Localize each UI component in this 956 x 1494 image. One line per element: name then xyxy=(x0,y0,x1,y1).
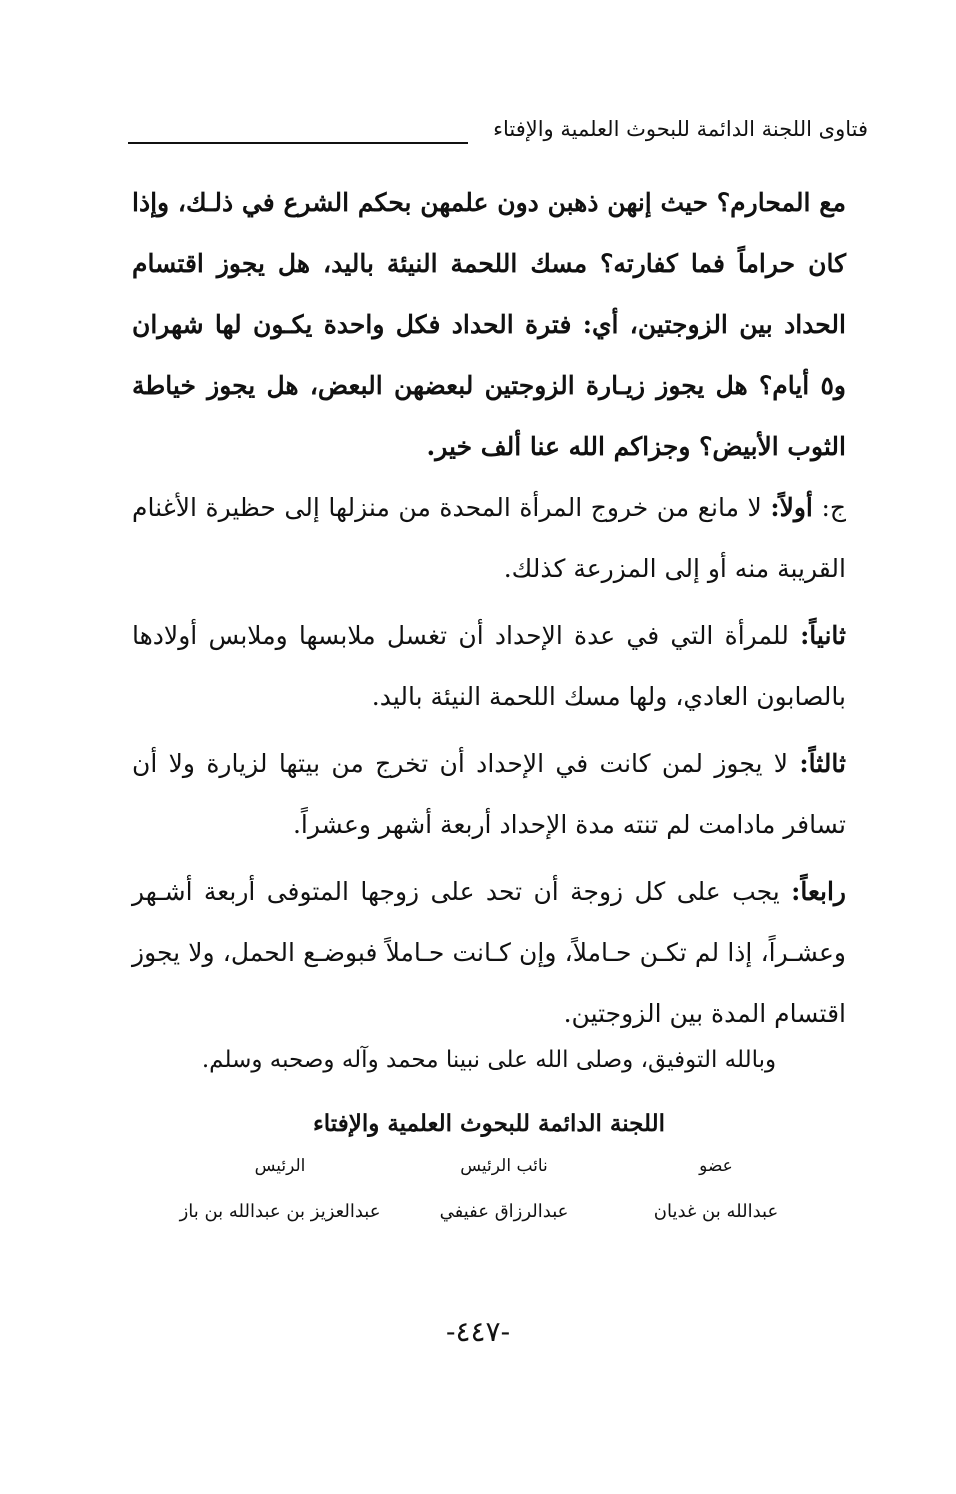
vice-chair-name: عبدالرزاق عفيفي xyxy=(439,1201,569,1222)
closing-line: وبالله التوفيق، وصلى الله على نبينا محمد وآله وصحبه وسلم. xyxy=(201,1047,777,1073)
chair-role: الرئيس xyxy=(254,1156,306,1176)
answer-first-text: لا مانع من خروج المرأة المحدة من منزلها إلى حظيرة الأغنام القريبة منه أو إلى المزرعة كذلك. xyxy=(132,493,846,583)
answer-second-label: ثانياً: xyxy=(800,621,846,650)
member-name: عبدالله بن غديان xyxy=(653,1201,779,1222)
signatory-chair xyxy=(160,1152,400,1226)
answer-third-text: لا يجوز لمن كانت في الإحداد أن تخرج من بيتها لزيارة ولا أن تسافر مادامت لم تنته مدة الإحداد أربعة أشهر وعشراً. xyxy=(132,749,846,839)
answer-third-label: ثالثاً: xyxy=(799,749,846,778)
vice-chair-role: نائب الرئيس xyxy=(460,1156,548,1176)
answer-fourth xyxy=(132,861,846,1044)
chair-name: عبدالعزيز بن عبدالله بن باز xyxy=(179,1201,381,1222)
header-rule xyxy=(128,142,468,144)
answer-second-text: للمرأة التي في عدة الإحداد أن تغسل ملابسها وملابس أولادها بالصابون العادي، ولها مسك اللحمة النيئة باليد. xyxy=(132,621,846,711)
answer-fourth-label: رابعاً: xyxy=(791,877,846,906)
signatory-vice-chair xyxy=(384,1152,624,1226)
answer-first xyxy=(132,477,846,599)
committee-name: اللجنة الدائمة للبحوث العلمية والإفتاء xyxy=(312,1110,666,1137)
header-title: فتاوى اللجنة الدائمة للبحوث العلمية والإفتاء xyxy=(483,112,868,146)
answer-fourth-text: يجب على كل زوجة أن تحد على زوجها المتوفى أربعة أشـهر وعشـراً، إذا لم تكـن حـاملاً، وإن كـانت حـاملاً فبوضـع الحمل، ولا يجوز اقتسام المدة بين الزوجتين. xyxy=(132,877,846,1028)
member-role: عضو xyxy=(699,1156,733,1176)
running-header xyxy=(128,112,868,152)
answer-prefix: ج: xyxy=(821,493,847,522)
question-text: مع المحارم؟ حيث إنهن ذهبن دون علمهن بحكم الشرع في ذلـك، وإذا كان حراماً فما كفارته؟ مسك اللحمة النيئة باليد، هل يجوز اقتسام الحداد بين الزوجتين، أي: فترة الحداد فكل واحدة يكـون لها شهران و٥ أيام؟ هل يجوز زيـارة الزوجتين لبعضهن البعض، هل يجوز خياطة الثوب الأبيض؟ وجزاكم الله عنا ألف خير. xyxy=(132,188,846,461)
answer-third xyxy=(132,733,846,855)
fatwa-body xyxy=(132,172,846,1044)
answer-first-label: أولاً: xyxy=(770,493,813,522)
answer-second xyxy=(132,605,846,727)
signatory-member xyxy=(616,1152,816,1226)
page-number: -٤٤٧- xyxy=(445,1315,511,1348)
